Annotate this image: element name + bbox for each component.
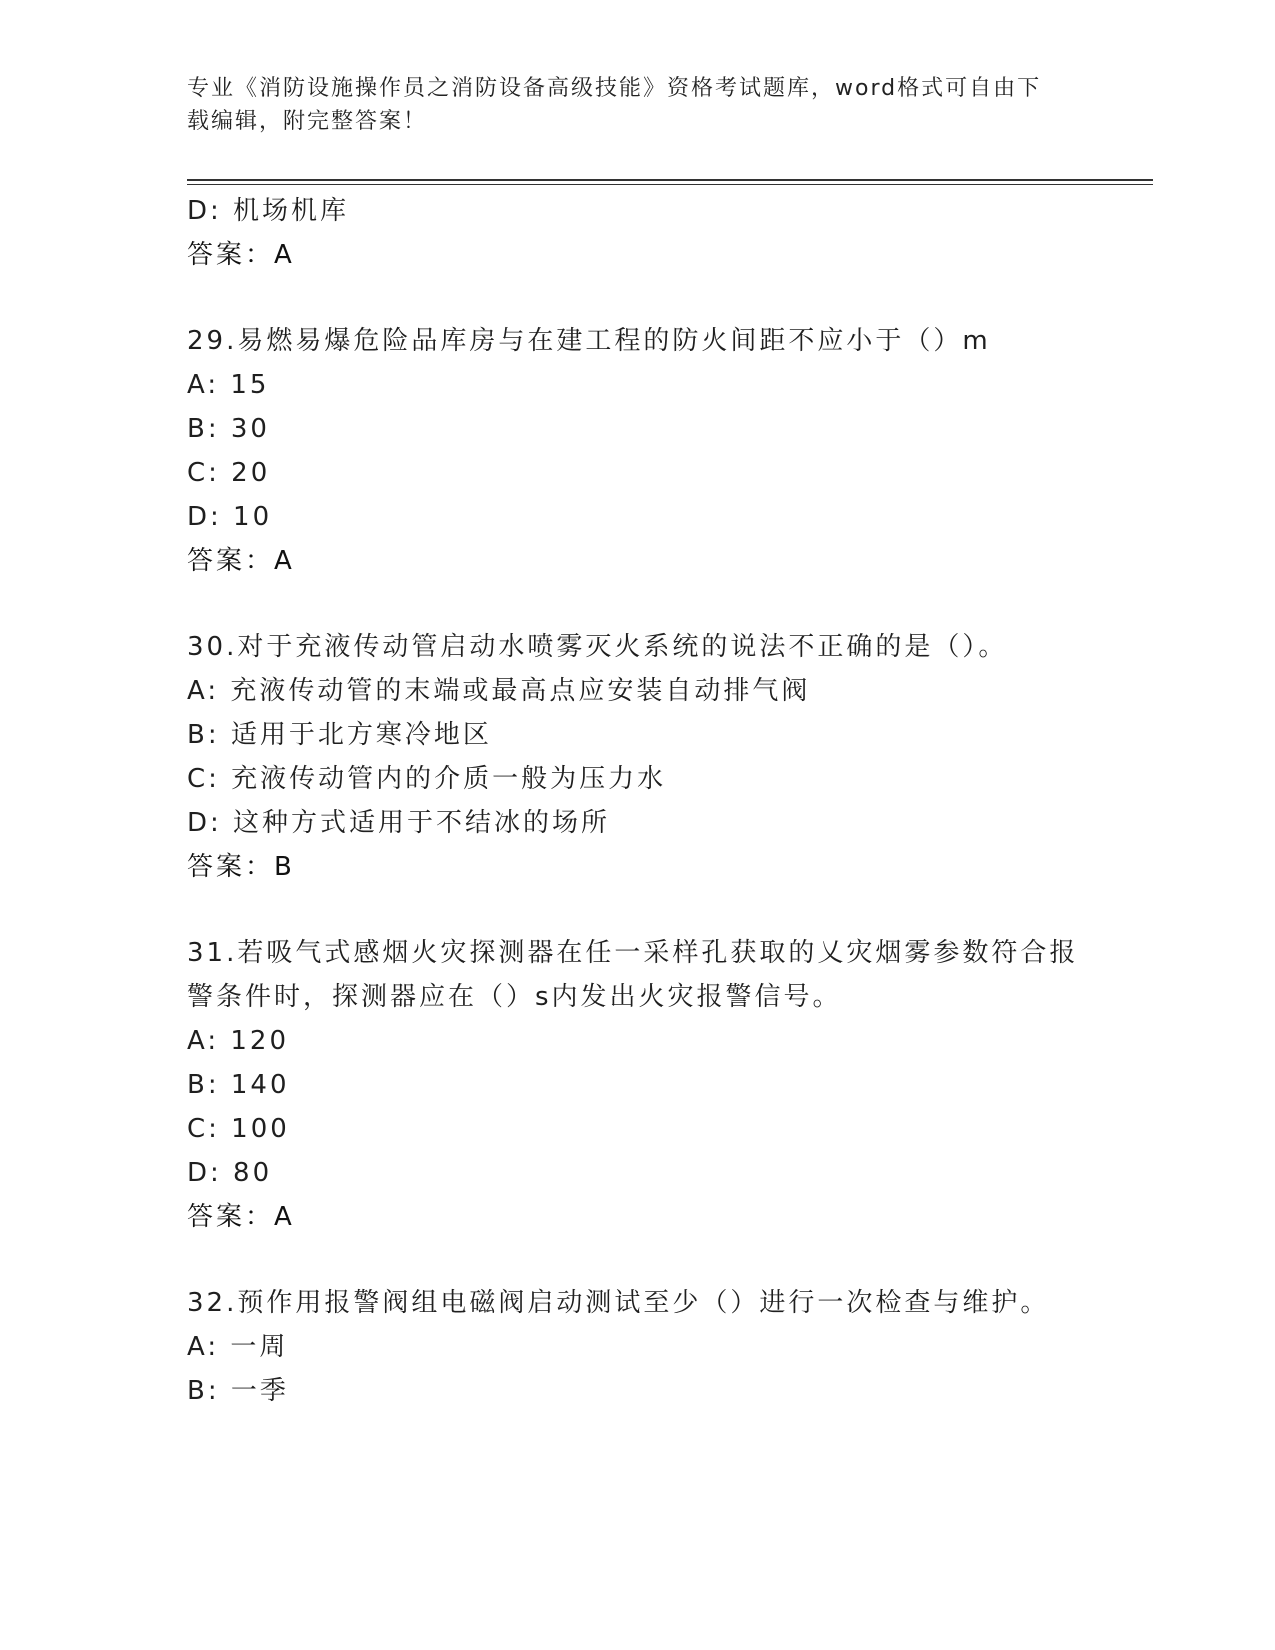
question-31-option-b: B: 140 bbox=[187, 1070, 290, 1100]
question-29-option-a: A: 15 bbox=[187, 370, 270, 400]
header-line-1: 专业《消防设施操作员之消防设备高级技能》资格考试题库，word格式可自由下 bbox=[187, 76, 1042, 101]
question-29-stem: 29.易燃易爆危险品库房与在建工程的防火间距不应小于（）m bbox=[187, 326, 991, 356]
question-29-option-d: D: 10 bbox=[187, 502, 273, 532]
option-d-prev: D: 机场机库 bbox=[187, 196, 350, 226]
document-header bbox=[187, 72, 1087, 138]
question-29-option-b: B: 30 bbox=[187, 414, 270, 444]
question-32-option-a: A: 一周 bbox=[187, 1332, 289, 1362]
question-31-option-c: C: 100 bbox=[187, 1114, 290, 1144]
question-32-stem: 32.预作用报警阀组电磁阀启动测试至少（）进行一次检查与维护。 bbox=[187, 1288, 1050, 1318]
question-31-stem-line-1: 31.若吸气式感烟火灾探测器在任一采样孔获取的乂灾烟雾参数符合报 bbox=[187, 938, 1079, 968]
header-divider-thin bbox=[187, 184, 1153, 185]
answer-prev: 答案：A bbox=[187, 240, 295, 270]
question-29-answer: 答案：A bbox=[187, 546, 295, 576]
question-30-option-c: C: 充液传动管内的介质一般为压力水 bbox=[187, 764, 667, 794]
question-31-stem-line-2: 警条件时，探测器应在（）s内发出火灾报警信号。 bbox=[187, 982, 842, 1012]
question-29-option-c: C: 20 bbox=[187, 458, 271, 488]
header-line-2: 载编辑，附完整答案！ bbox=[187, 109, 428, 134]
question-31-option-d: D: 80 bbox=[187, 1158, 273, 1188]
question-31-answer: 答案：A bbox=[187, 1202, 295, 1232]
question-30-option-d: D: 这种方式适用于不结冰的场所 bbox=[187, 808, 611, 838]
question-32-option-b: B: 一季 bbox=[187, 1376, 289, 1406]
question-30-option-b: B: 适用于北方寒冷地区 bbox=[187, 720, 492, 750]
question-30-answer: 答案：B bbox=[187, 852, 295, 882]
question-30-stem: 30.对于充液传动管启动水喷雾灭火系统的说法不正确的是（）。 bbox=[187, 632, 1008, 662]
header-divider-thick bbox=[187, 179, 1153, 181]
question-30-option-a: A: 充液传动管的末端或最高点应安装自动排气阀 bbox=[187, 676, 811, 706]
question-31-option-a: A: 120 bbox=[187, 1026, 289, 1056]
